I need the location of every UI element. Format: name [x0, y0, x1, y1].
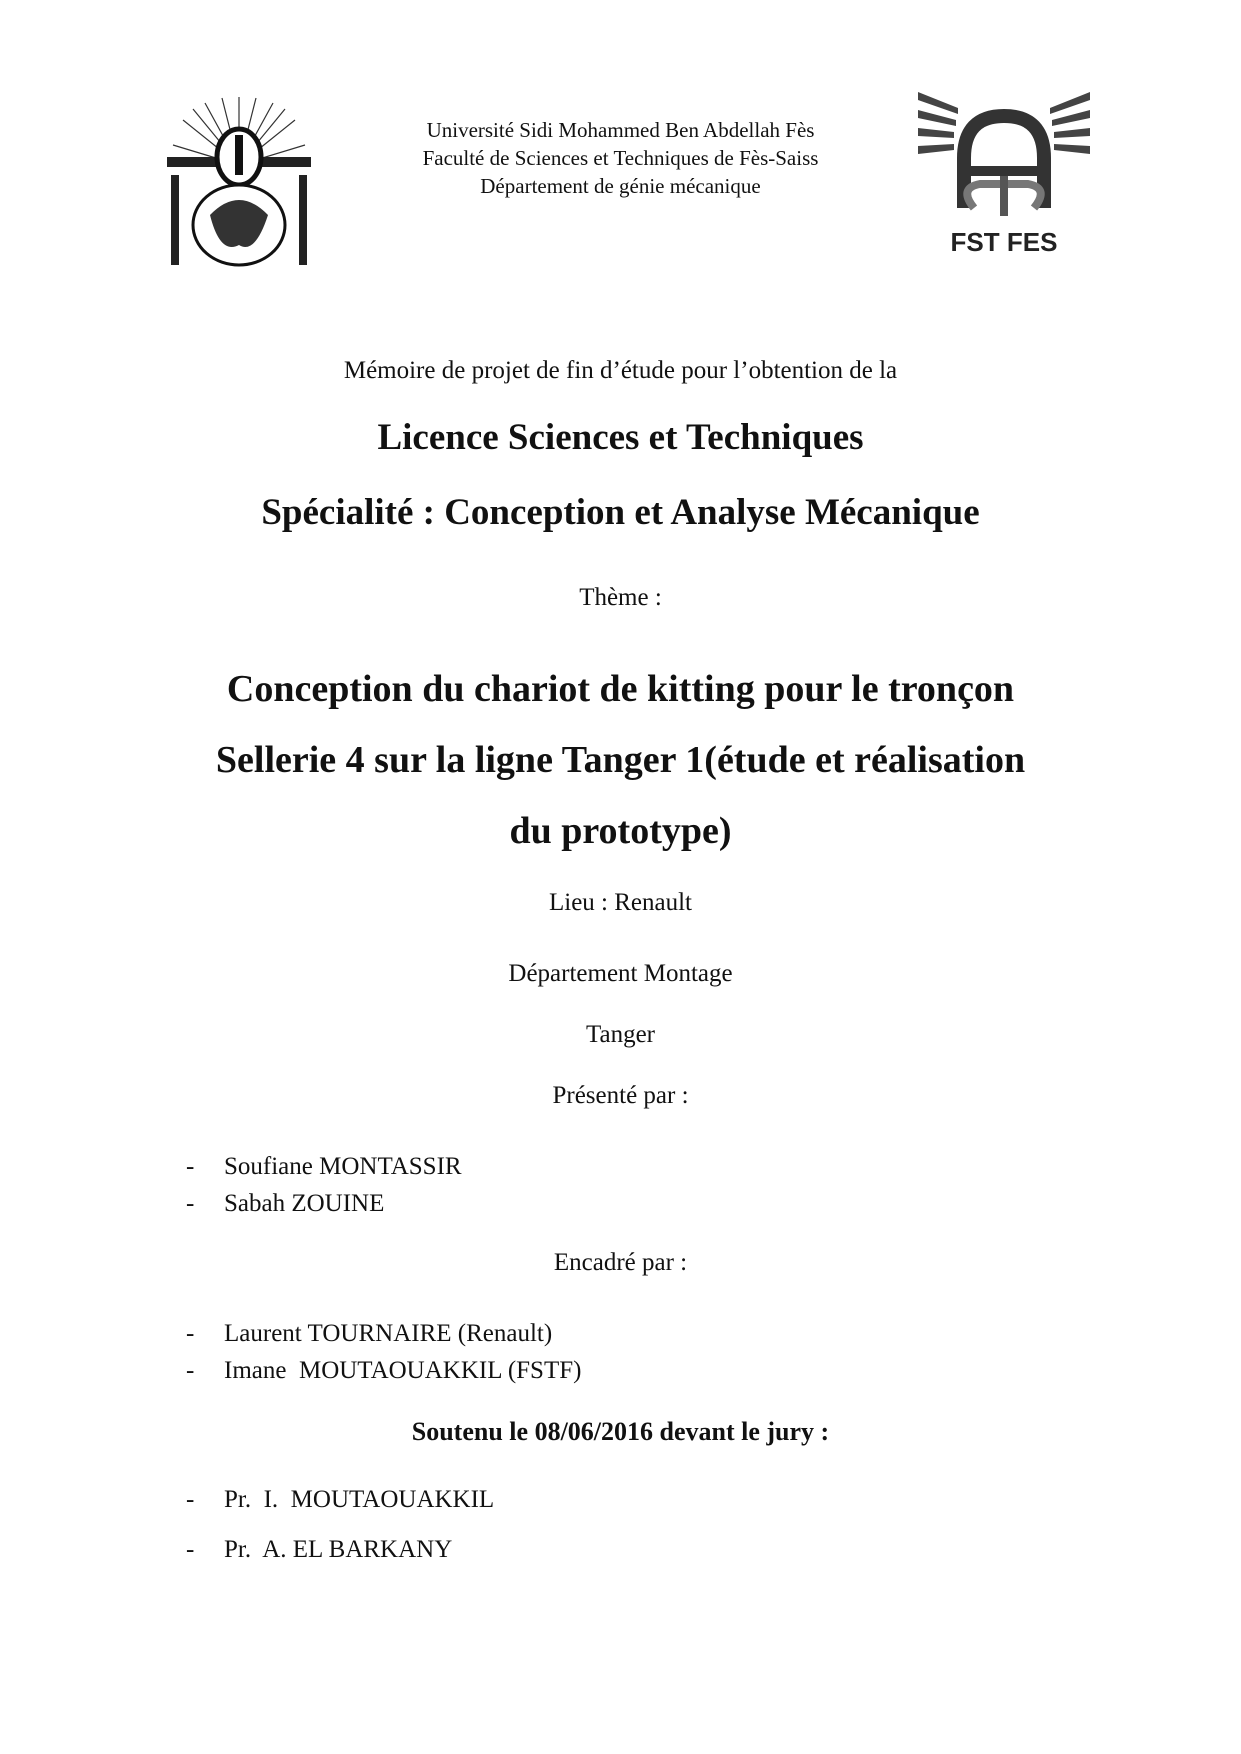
jury-member: Pr. A. EL BARKANY: [224, 1536, 453, 1563]
bullet: -: [186, 1357, 195, 1384]
defense-line: Soutenu le 08/06/2016 devant le jury :: [411, 1417, 830, 1446]
jury-member: Pr. I. MOUTAOUAKKIL: [224, 1486, 495, 1513]
student-name: Sabah ZOUINE: [224, 1190, 385, 1217]
project-title: [0, 654, 1241, 867]
supervisor-item: [186, 1357, 581, 1385]
place-company: Lieu : Renault: [548, 889, 693, 916]
jury-item: [186, 1486, 494, 1514]
supervised-label: Encadré par :: [553, 1249, 688, 1276]
supervisor-name: Laurent TOURNAIRE (Renault): [224, 1320, 553, 1347]
specialty-title: Spécialité : Conception et Analyse Mécanique: [261, 492, 980, 533]
title-line: du prototype): [509, 810, 732, 852]
student-item: [186, 1190, 384, 1218]
bullet: -: [186, 1153, 195, 1180]
bullet: -: [186, 1536, 195, 1563]
intro-text: Mémoire de projet de fin d’étude pour l’obtention de la: [343, 357, 898, 384]
jury-item: [186, 1536, 452, 1564]
department-name: Département de génie mécanique: [480, 174, 761, 198]
bullet: -: [186, 1486, 195, 1513]
supervisor-name: Imane MOUTAOUAKKIL (FSTF): [224, 1357, 582, 1384]
faculty-name: Faculté de Sciences et Techniques de Fès-Saiss: [422, 146, 819, 170]
bullet: -: [186, 1320, 195, 1347]
bullet: -: [186, 1190, 195, 1217]
degree-title: Licence Sciences et Techniques: [377, 417, 864, 458]
student-item: [186, 1153, 462, 1181]
place-department: Département Montage: [508, 960, 733, 987]
fst-fes-logo-text: FST FES: [950, 227, 1058, 256]
title-line: Conception du chariot de kitting pour le tronçon: [226, 668, 1015, 710]
presented-label: Présenté par :: [552, 1082, 689, 1109]
student-name: Soufiane MONTASSIR: [224, 1153, 462, 1180]
title-line: Sellerie 4 sur la ligne Tanger 1(étude et réalisation: [215, 739, 1026, 781]
supervisor-item: [186, 1320, 552, 1348]
university-name: Université Sidi Mohammed Ben Abdellah Fès: [426, 118, 815, 142]
theme-label: Thème :: [579, 584, 662, 611]
fst-fes-logo: [918, 88, 1090, 256]
place-city: Tanger: [585, 1021, 656, 1048]
